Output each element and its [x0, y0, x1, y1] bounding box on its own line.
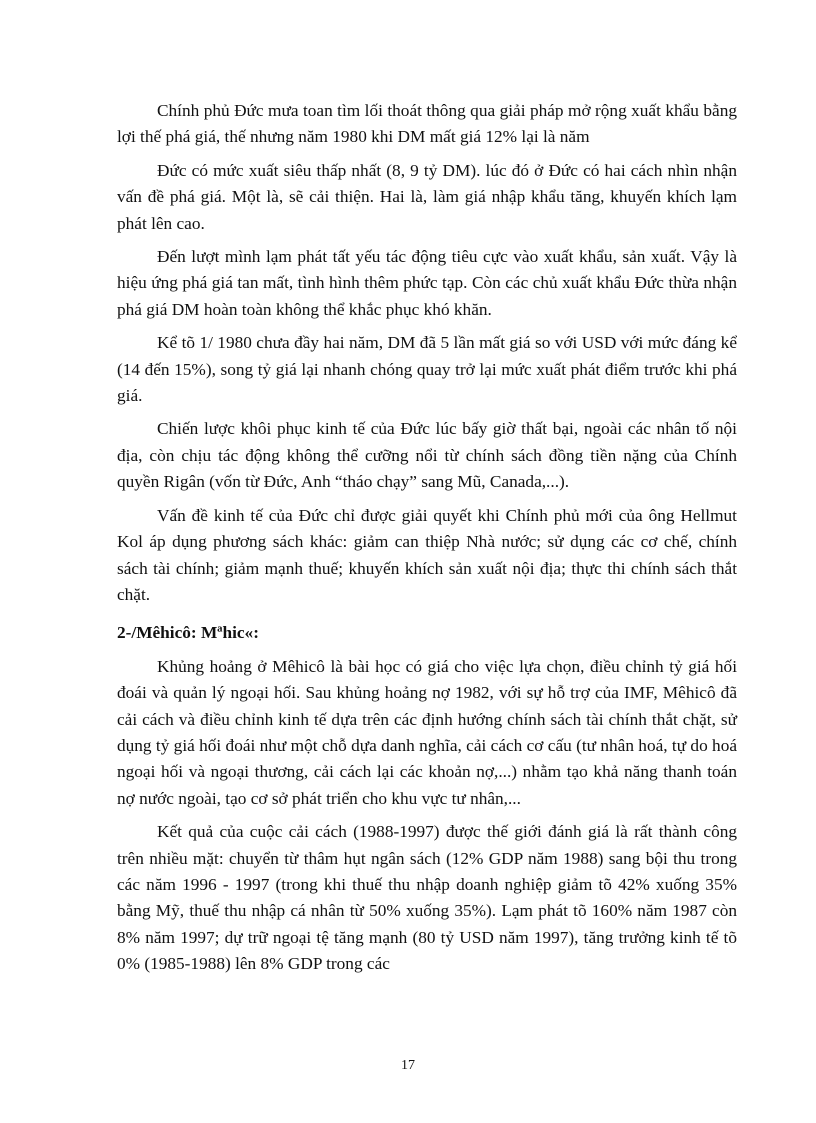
page-number: 17 — [401, 1058, 415, 1073]
paragraph: Đức có mức xuất siêu thấp nhất (8, 9 tỷ DM). lúc đó ở Đức có hai cách nhìn nhận vấn đề phá giá. Một là, sẽ cải thiện. Hai là, làm giá nhập khẩu tăng, khuyến khích lạm phát lên cao. — [117, 160, 737, 233]
section-heading: 2-/Mêhicô: Mªhic«: — [117, 623, 259, 643]
paragraph: Kể tõ 1/ 1980 chưa đầy hai năm, DM đã 5 lần mất giá so với USD với mức đáng kể (14 đến 15%), song tỷ giá lại nhanh chóng quay trở lại mức xuất phát điểm trước khi phá giá. — [117, 333, 737, 406]
paragraph: Vấn đề kinh tế của Đức chỉ được giải quyết khi Chính phủ mới của ông Hellmut Kol áp dụng phương sách khác: giảm can thiệp Nhà nước; sử dụng các cơ chế, chính sách tài chính; giảm mạnh thuế; khuyến khích sản xuất nội địa; thực thi chính sách thắt chặt. — [117, 505, 737, 604]
paragraph: Khủng hoảng ở Mêhicô là bài học có giá cho việc lựa chọn, điều chỉnh tỷ giá hối đoái và quản lý ngoại hối. Sau khủng hoảng nợ 1982, với sự hỗ trợ của IMF, Mêhicô đã cải cách và điều chỉnh kinh tế dựa trên các định hướng chính sách tài chính thắt chặt, sử dụng tỷ giá hối đoái như một chỗ dựa danh nghĩa, cải cách cơ cấu (tư nhân hoá, tự do hoá ngoại hối và ngoại thương, cải cách lại các khoản nợ,...) nhằm tạo khả năng thanh toán nợ nước ngoài, tạo cơ sở phát triển cho khu vực tư nhân,... — [117, 656, 737, 808]
paragraph: Chiến lược khôi phục kinh tế của Đức lúc bấy giờ thất bại, ngoài các nhân tố nội địa, còn chịu tác động không thể cưỡng nổi từ chính sách đồng tiền nặng của Chính quyền Rigân (vốn từ Đức, Anh “tháo chạy” sang Mũ, Canada,...). — [117, 419, 737, 492]
document-body — [117, 98, 737, 985]
paragraph: Kết quả của cuộc cải cách (1988-1997) được thế giới đánh giá là rất thành công trên nhiều mặt: chuyển từ thâm hụt ngân sách (12% GDP năm 1988) sang bội thu trong các năm 1996 - 1997 (trong khi thuế thu nhập doanh nghiệp giảm tõ 42% xuống 35% bằng Mỹ, thuế thu nhập cá nhân từ 50% xuống 35%). Lạm phát tõ 160% năm 1987 còn 8% năm 1997; dự trữ ngoại tệ tăng mạnh (80 tỷ USD năm 1997), tăng trưởng kinh tế tõ 0% (1985-1988) lên 8% GDP trong các — [117, 822, 737, 974]
paragraph: Đến lượt mình lạm phát tất yếu tác động tiêu cực vào xuất khẩu, sản xuất. Vậy là hiệu ứng phá giá tan mất, tình hình thêm phức tạp. Còn các chủ xuất khẩu Đức thừa nhận phá giá DM hoàn toàn không thể khắc phục khó khăn. — [117, 247, 737, 319]
paragraph: Chính phủ Đức mưa toan tìm lối thoát thông qua giải pháp mở rộng xuất khẩu bằng lợi thế phá giá, thế nhưng năm 1980 khi DM mất giá 12% lại là năm — [117, 101, 737, 147]
